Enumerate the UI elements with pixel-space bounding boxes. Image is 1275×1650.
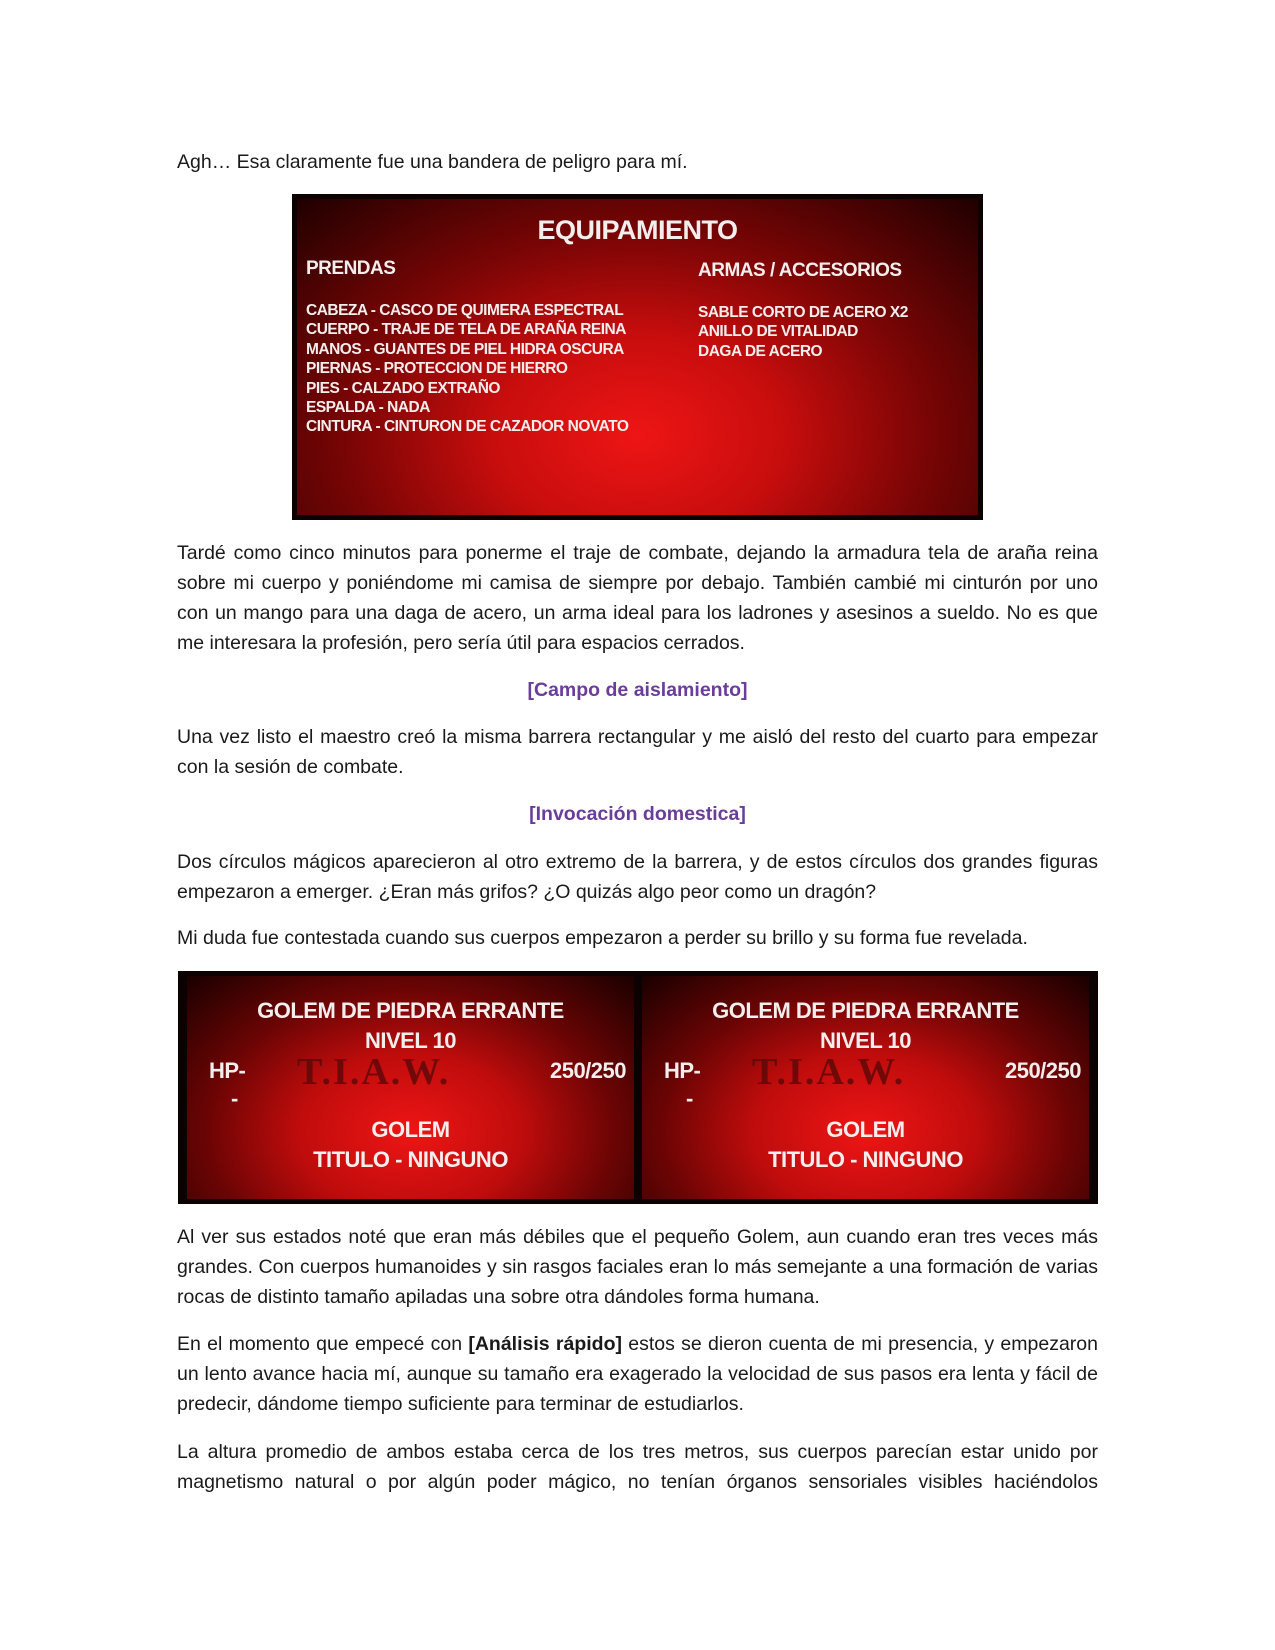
garment-item: CINTURA - CINTURON DE CAZADOR NOVATO (306, 418, 629, 436)
garment-item: PIERNAS - PROTECCION DE HIERRO (306, 360, 568, 378)
golem-card (642, 976, 1089, 1199)
golem-race: GOLEM (826, 1117, 905, 1142)
paragraph-stats: Al ver sus estados noté que eran más débiles que el pequeño Golem, aun cuando eran tres veces más grandes. Con cuerpos humanoides y sin rasgos faciales eran lo más semejante a una formación de varias rocas de distinto tamaño apiladas una sobre otra dándoles forma humana. (177, 1226, 1098, 1308)
golem-title: TITULO - NINGUNO (768, 1147, 963, 1172)
watermark: T.I.A.W. (752, 1051, 906, 1093)
skill-heading-invocation: [Invocación domestica] (529, 803, 746, 825)
hp-label: HP- (209, 1058, 246, 1083)
equipment-image (292, 194, 983, 520)
paragraph-height: La altura promedio de ambos estaba cerca de los tres metros, sus cuerpos parecían estar unido por magnetismo natural o por algún poder mágico, no tenían órganos sensoriales visibles haciéndolos (177, 1441, 1098, 1493)
paragraph-reveal: Mi duda fue contestada cuando sus cuerpos empezaron a perder su brillo y su forma fue revelada. (177, 927, 1028, 949)
paragraph-intro: Agh… Esa claramente fue una bandera de peligro para mí. (177, 151, 688, 173)
weapon-item: ANILLO DE VITALIDAD (698, 323, 858, 341)
paragraph-barrier: Una vez listo el maestro creó la misma barrera rectangular y me aisló del resto del cuarto para empezar con la sesión de combate. (177, 726, 1098, 778)
garment-item: CABEZA - CASCO DE QUIMERA ESPECTRAL (306, 302, 624, 319)
golem-title: TITULO - NINGUNO (313, 1147, 508, 1172)
golem-card (187, 976, 634, 1199)
garments-column (306, 257, 628, 437)
skill-heading-isolation: [Campo de aislamiento] (527, 679, 748, 701)
golem-name: GOLEM DE PIEDRA ERRANTE (257, 998, 564, 1023)
equipment-title: EQUIPAMIENTO (537, 215, 738, 245)
garment-item: MANOS - GUANTES DE PIEL HIDRA OSCURA (306, 340, 624, 358)
hp-value: 250/250 (1004, 1058, 1081, 1083)
analysis-text-pre: En el momento que empecé con (177, 1333, 469, 1355)
weapon-item: SABLE CORTO DE ACERO X2 (698, 304, 908, 321)
weapons-header: ARMAS / ACCESORIOS (698, 260, 902, 281)
hp-value: 250/250 (549, 1058, 626, 1083)
skill-analysis: [Análisis rápido] (468, 1333, 622, 1355)
paragraph-combat-suit: Tardé como cinco minutos para ponerme el traje de combate, dejando la armadura tela de araña reina sobre mi cuerpo y poniéndome mi camisa de siempre por debajo. También cambié mi cinturón por uno con un mango para una daga de acero, un arma ideal para los ladrones y asesinos a sueldo. No es que me interesara la profesión, pero sería útil para espacios cerrados. (177, 542, 1098, 654)
hp-label: HP- (664, 1058, 701, 1083)
hp-dash: - (686, 1086, 693, 1111)
golem-race: GOLEM (371, 1117, 450, 1142)
garment-item: CUERPO - TRAJE DE TELA DE ARAÑA REINA (306, 321, 626, 339)
garment-item: ESPALDA - NADA (306, 399, 430, 417)
analysis-text-post: estos se dieron cuenta de mi presencia, y empezaron un lento avance hacia mí, aunque su tamaño era exagerado la velocidad de sus pasos era lenta y fácil de predecir, dándome tiempo suficiente para terminar de estudiarlos. (177, 1333, 1098, 1415)
golem-level: NIVEL 10 (365, 1028, 456, 1053)
golem-name: GOLEM DE PIEDRA ERRANTE (712, 998, 1019, 1023)
paragraph-analysis (177, 1329, 1098, 1419)
hp-dash: - (231, 1086, 238, 1111)
garments-header: PRENDAS (306, 258, 396, 279)
weapon-item: DAGA DE ACERO (698, 342, 823, 360)
golem-level: NIVEL 10 (820, 1028, 911, 1053)
golem-status-image (178, 971, 1098, 1204)
garment-item: PIES - CALZADO EXTRAÑO (306, 379, 500, 397)
weapons-column (698, 259, 908, 361)
paragraph-circles: Dos círculos mágicos aparecieron al otro extremo de la barrera, y de estos círculos dos grandes figuras empezaron a emerger. ¿Eran más grifos? ¿O quizás algo peor como un dragón? (177, 851, 1098, 903)
watermark: T.I.A.W. (297, 1051, 451, 1093)
